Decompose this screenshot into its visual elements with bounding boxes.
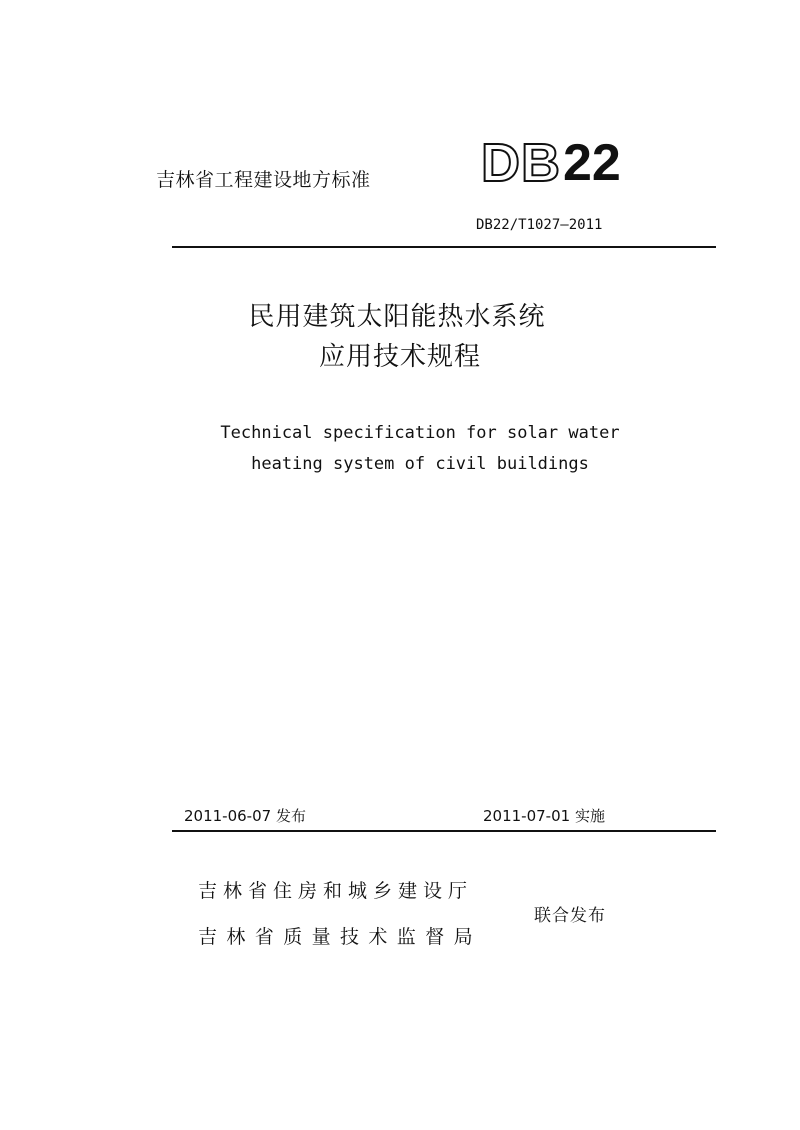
code-region: 22 xyxy=(563,134,621,192)
issuer-line2: 吉林省质量技术监督局 xyxy=(198,926,483,948)
title-en-line2: heating system of civil buildings xyxy=(251,454,589,474)
standard-number: DB22/T1027—2011 xyxy=(476,217,603,233)
issuer-line1: 吉林省住房和城乡建设厅 xyxy=(198,880,474,902)
implementation-date: 2011-07-01 实施 xyxy=(483,807,605,825)
title-zh-line2: 应用技术规程 xyxy=(318,342,481,372)
standard-type-label: 吉林省工程建设地方标准 xyxy=(156,169,371,191)
code-prefix: DB xyxy=(481,133,561,193)
issue-date: 2011-06-07 发布 xyxy=(184,807,306,825)
title-zh-line1: 民用建筑太阳能热水系统 xyxy=(248,302,546,332)
standard-code-logo xyxy=(481,135,621,191)
joint-issue-label: 联合发布 xyxy=(534,906,606,926)
bottom-divider xyxy=(172,830,716,832)
title-en-line1: Technical specification for solar water xyxy=(220,423,620,443)
top-divider xyxy=(172,246,716,248)
